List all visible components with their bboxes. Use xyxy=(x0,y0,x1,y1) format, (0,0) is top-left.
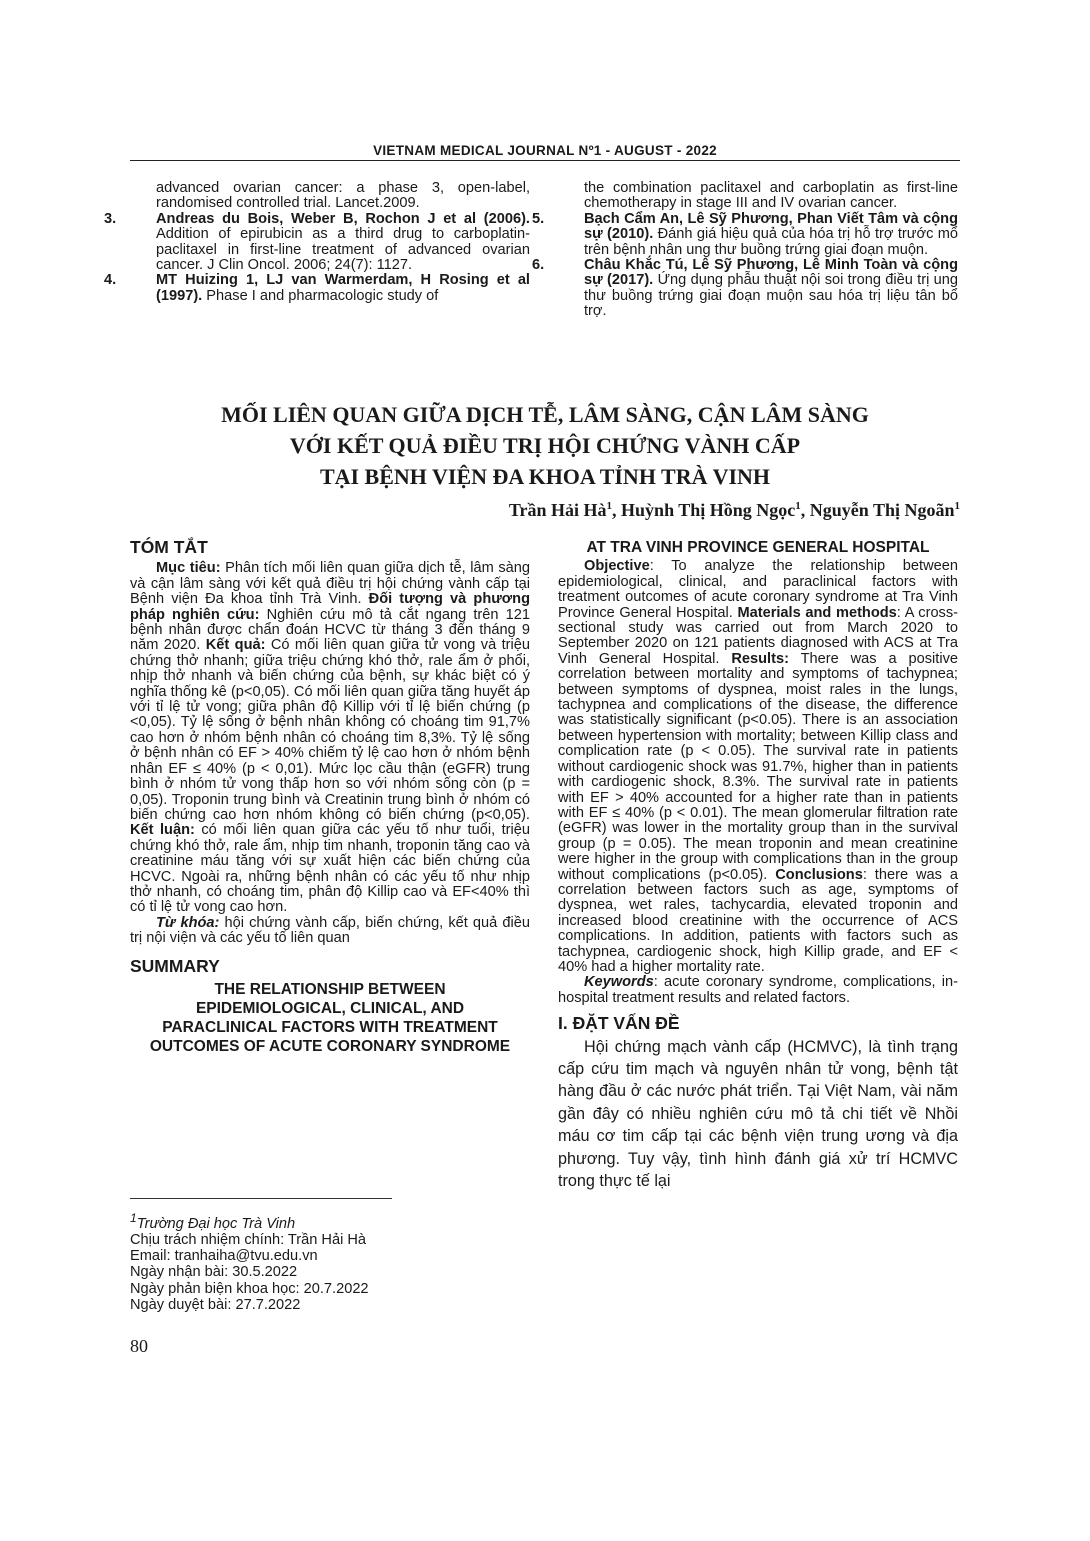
reference-5-authors: Bạch Cẩm An, Lê Sỹ Phương, Phan Viết Tâm và cộng sự (2010). xyxy=(584,210,958,243)
article-title-line-1: MỐI LIÊN QUAN GIỮA DỊCH TỄ, LÂM SÀNG, CẬN LÂM SÀNG xyxy=(221,402,869,427)
journal-header: VIETNAM MEDICAL JOURNAL Nº1 - AUGUST - 2022 xyxy=(373,143,717,158)
footnote-accepted: Ngày duyệt bài: 27.7.2022 xyxy=(130,1296,301,1313)
en-conclusion-label: Conclusions xyxy=(775,866,863,883)
author-1-affiliation: 1 xyxy=(606,500,613,512)
conclusion-text: có mối liên quan giữa các yếu tố như tuổi, triệu chứng khó thở, rale ẩm, nhịp tim nhanh, troponin tăng cao và creatinine máu tăng với sự xuất hiện các biến chứng của HCVC. Ngoài ra, những bệnh nhân có các yếu tố như nhịp thở nhanh, có choáng tim, phân độ Killip cao và EF<40% thì có tỉ lệ tử vong cao hơn. xyxy=(130,822,531,916)
english-abstract-body xyxy=(558,559,958,975)
author-separator: , xyxy=(612,500,622,520)
summary-title xyxy=(130,980,530,1056)
methods-text: Nghiên cứu mô tả cắt ngang trên 121 bệnh nhân được chẩn đoán HCVC từ tháng 3 đến tháng 9 năm 2020. xyxy=(130,606,530,654)
en-results-label: Results: xyxy=(731,650,789,667)
reference-3 xyxy=(104,210,530,274)
article-title-line-2: VỚI KẾT QUẢ ĐIỀU TRỊ HỘI CHỨNG VÀNH CẤP xyxy=(289,433,801,458)
keywords-label: Từ khóa: xyxy=(156,914,220,931)
author-1: Trần Hải Hà xyxy=(508,500,607,520)
summary-title-line-4: OUTCOMES OF ACUTE CORONARY SYNDROME xyxy=(149,1037,511,1055)
en-objective-text: : To analyze the relationship between epidemiological, clinical, and paraclinical factors with treatment outcomes of acute coronary syndrome at Tra Vinh Province General Hospital. xyxy=(558,558,958,621)
en-results-text: There was a positive correlation between mortality and symptoms of tachypnea; between symptoms of dyspnea, moist rales in the lungs, tachypnea and complications of the disease, the difference was statistically significant (p<0.05). There is an association between hypertension with mortality; between Killip class and complication rate (p < 0.05). The survival rate in patients without cardiogenic shock was 91.7%, higher than in patients with cardiogenic shock, 8.3%. The survival rate in patients with EF > 40% accounted for a higher rate than in patients with EF ≤ 40% (p < 0.01). The mean glomerular filtration rate (eGFR) was lower in the mortality group than in the survival group (p = 0.05). The mean troponin and mean creatinine were higher in the group with complications than in the group without complications (p<0.05). xyxy=(558,650,958,883)
reference-4-authors: MT Huizing 1, LJ van Warmerdam, H Rosing et al (1997). xyxy=(156,272,530,304)
reference-6-authors: Châu Khắc Tú, Lê Sỹ Phương, Lê Minh Toàn và cộng sự (2017). xyxy=(584,257,958,289)
footnote-affiliation-mark: 1 xyxy=(130,1211,137,1225)
reference-5-text: Đánh giá hiệu quả của hóa trị hỗ trợ trước mổ trên bệnh nhân ung thư buồng trứng giai đoạn muộn. xyxy=(584,226,958,258)
article-title-line-3: TẠI BỆNH VIỆN ĐA KHOA TỈNH TRÀ VINH xyxy=(319,464,771,489)
footnote-rule xyxy=(130,1198,392,1199)
left-column xyxy=(130,537,531,1056)
reference-4-number: 4. xyxy=(104,272,117,289)
article-title xyxy=(130,399,960,492)
en-keywords-label: Keywords xyxy=(584,974,654,991)
footnote-affiliation-text: Trường Đại học Trà Vinh xyxy=(136,1215,296,1232)
reference-4-text: Phase I and pharmacologic study of xyxy=(202,287,439,304)
author-3-affiliation: 1 xyxy=(954,500,960,512)
summary-title-line-3: PARACLINICAL FACTORS WITH TREATMENT xyxy=(162,1018,498,1036)
introduction-heading: I. ĐẶT VẤN ĐỀ xyxy=(558,1013,680,1034)
summary-title-line-2: EPIDEMIOLOGICAL, CLINICAL, AND xyxy=(195,999,465,1017)
objective-text: Phân tích mối liên quan giữa dịch tễ, lâm sàng và cận lâm sàng với kết quả điều trị hội chứng vành cấp tại Bệnh viện Đa khoa tỉnh Trà Vinh. xyxy=(130,560,530,608)
author-2-affiliation: 1 xyxy=(795,500,801,512)
keywords-text: hội chứng vành cấp, biến chứng, kết quả điều trị nội viện và các yếu tố liên quan xyxy=(130,914,530,947)
en-conclusion-text: : there was a correlation between factors such as age, symptoms of dyspnea, wet rales, tachycardia, elevated troponin and increased blood creatinine with the occurrence of ACS complications. In addition, patients with factors such as tachypnea, cardiogenic shock, high Killip grade, and EF < 40% had a higher mortality rate. xyxy=(558,866,958,975)
footnote-received: Ngày nhận bài: 30.5.2022 xyxy=(130,1264,298,1281)
footnote-reviewed: Ngày phản biện khoa học: 20.7.2022 xyxy=(130,1280,369,1297)
en-methods-label: Materials and methods xyxy=(737,604,897,621)
results-text: Có mối liên quan giữa tử vong và triệu chứng thở nhanh; giữa triệu chứng khó thở, rale ẩm ở phổi, nhịp thở nhanh và biến chứng của bệnh, sự khác biệt có ý nghĩa thống kê (p<0,05). Có mối liên quan giữa tăng huyết áp với tỉ lệ tử vong; giữa phân độ Killip với tỉ lệ biến chứng (p <0,05). Tỷ lệ sống ở bệnh nhân không có choáng tim 91,7% cao hơn ở nhóm bệnh nhân có choáng tim 8,3%. Tỷ lệ sống ở bệnh nhân có EF > 40% chiếm tỷ lệ cao hơn ở nhóm bệnh nhân EF ≤ 40% (p < 0,01). Mức lọc cầu thận (eGFR) trung bình ở nhóm tử vong thấp hơn so với nhóm sống còn (p = 0,05). Troponin trung bình và Creatinin trung bình ở nhóm có biến chứng cao hơn nhóm không có biến chứng (p<0,05). xyxy=(130,637,530,823)
footnote-email: Email: tranhaiha@tvu.edu.vn xyxy=(130,1248,318,1265)
references-right-column xyxy=(532,180,958,320)
results-label: Kết quả: xyxy=(205,637,266,654)
en-keywords-text: : acute coronary syndrome, complications, in-hospital treatment results and related factors. xyxy=(558,974,958,1006)
vietnamese-keywords xyxy=(130,916,530,947)
author-2: Huỳnh Thị Hồng Ngọc xyxy=(621,500,796,520)
reference-2-tail: advanced ovarian cancer: a phase 3, open-label, randomised controlled trial. Lancet.2009. xyxy=(156,180,530,212)
vietnamese-abstract-body xyxy=(130,561,530,915)
footnotes xyxy=(130,1210,530,1313)
page-number: 80 xyxy=(130,1336,148,1356)
summary-title-line-1: THE RELATIONSHIP BETWEEN xyxy=(214,980,446,998)
conclusion-label: Kết luận: xyxy=(130,822,195,839)
summary-title-line-5: AT TRA VINH PROVINCE GENERAL HOSPITAL xyxy=(586,539,930,556)
reference-4 xyxy=(104,272,530,304)
references-left-column xyxy=(104,180,530,304)
footnote-affiliation xyxy=(130,1210,530,1232)
vietnamese-abstract-heading: TÓM TẮT xyxy=(130,537,208,557)
introduction-text: Hội chứng mạch vành cấp (HCMVC), là tình trạng cấp cứu tim mạch và nguyên nhân tử vong, bệnh tật hàng đầu ở các nước phát triển. Tại Việt Nam, vài năm gần đây có nhiều nghiên cứu mô tả chi tiết về Nhồi máu cơ tim cấp tại các bệnh viện trung ương và địa phương. Tuy vậy, tình hình đánh giá xử trí HCMVC trong thực tế lại xyxy=(558,1037,958,1191)
reference-5 xyxy=(532,210,958,258)
author-separator: , xyxy=(800,500,810,520)
reference-6-text: Ứng dụng phẫu thuật nội soi trong điều trị ung thư buồng trứng giai đoạn muộn sau hóa trị liệu tân bổ trợ. xyxy=(584,272,958,320)
reference-5-number: 5. xyxy=(532,210,545,227)
en-objective-label: Objective xyxy=(584,558,650,575)
summary-heading: SUMMARY xyxy=(130,955,220,976)
reference-6 xyxy=(532,257,958,320)
reference-3-authors: Andreas du Bois, Weber B, Rochon J et al (2006). xyxy=(156,210,530,227)
footnote-corresponding: Chịu trách nhiệm chính: Trần Hải Hà xyxy=(130,1232,367,1249)
en-methods-text: : A cross-sectional study was carried out from March 2020 to September 2020 on 121 patients diagnosed with ACS at Tra Vinh General Hospital. xyxy=(558,604,959,667)
reference-3-text: Addition of epirubicin as a third drug to carboplatin-paclitaxel in first-line treatment of advanced ovarian cancer. J Clin Oncol. 2006; 24(7): 1127. xyxy=(156,226,530,274)
header-rule xyxy=(130,160,960,161)
author-list xyxy=(260,500,960,521)
author-3: Nguyễn Thị Ngoãn xyxy=(809,500,955,520)
english-keywords xyxy=(558,975,958,1006)
right-column xyxy=(558,540,958,1192)
reference-6-number: 6. xyxy=(532,257,545,274)
reference-3-number: 3. xyxy=(104,210,117,227)
reference-4-tail: the combination paclitaxel and carboplatin as first-line chemotherapy in stage III and IV ovarian cancer. xyxy=(584,180,958,212)
methods-label: Đối tượng và phương pháp nghiên cứu: xyxy=(130,591,531,623)
objective-label: Mục tiêu: xyxy=(156,560,221,577)
